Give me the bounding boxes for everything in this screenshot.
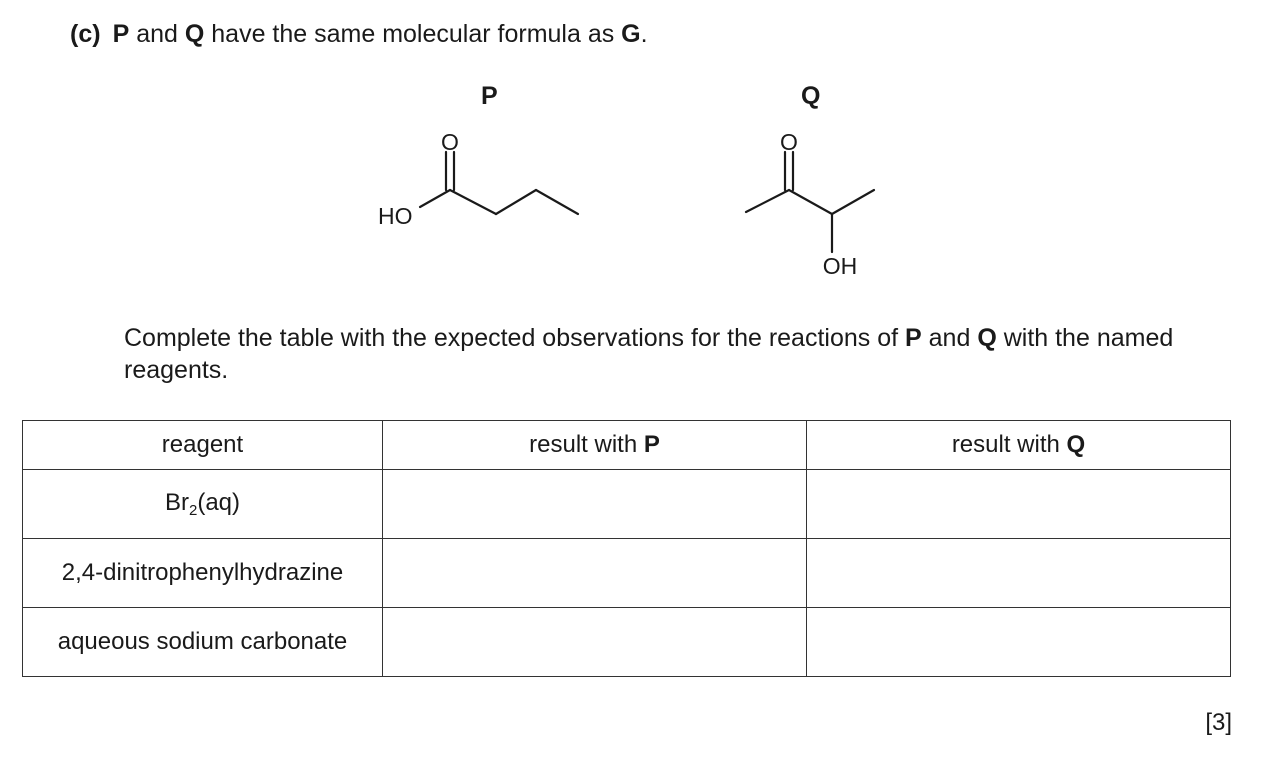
atom-label-o: O — [780, 129, 798, 155]
instruction-segment: Q — [977, 324, 997, 352]
answer-cell-q[interactable] — [807, 608, 1231, 677]
header-segment: have the same molecular formula as — [204, 20, 622, 48]
header-segment: Q — [184, 20, 205, 48]
instruction-segment: P — [905, 324, 922, 352]
answer-cell-q[interactable] — [807, 539, 1231, 608]
answer-cell-q[interactable] — [807, 470, 1231, 539]
bond-c-c — [832, 190, 874, 214]
answer-cell-p[interactable] — [383, 539, 807, 608]
header-result-p: result with P — [383, 421, 807, 470]
header-segment: and — [129, 20, 185, 48]
answer-cell-p[interactable] — [383, 470, 807, 539]
bond-c-c — [746, 190, 789, 212]
marks-indicator: [3] — [1205, 709, 1232, 736]
instruction-text — [124, 322, 1244, 386]
reagent-cell: aqueous sodium carbonate — [23, 608, 383, 677]
structure-label-q: Q — [801, 82, 821, 110]
reagent-cell: 2,4-dinitrophenylhydrazine — [23, 539, 383, 608]
table-row — [23, 470, 1231, 539]
header-reagent: reagent — [23, 421, 383, 470]
bond-ho-c — [420, 190, 450, 207]
question-part-label: (c) — [70, 20, 101, 48]
instruction-segment: and — [921, 324, 978, 352]
answer-cell-p[interactable] — [383, 608, 807, 677]
header-result-q: result with Q — [807, 421, 1231, 470]
bond-c-c — [450, 190, 496, 214]
bond-c-c — [789, 190, 832, 214]
observations-table — [22, 420, 1231, 677]
header-segment: G — [621, 20, 641, 48]
bond-c-c — [496, 190, 536, 214]
table-header-row — [23, 421, 1231, 470]
header-segment: P — [112, 20, 130, 48]
table-row — [23, 608, 1231, 677]
instruction-segment: Complete the table with the expected observations for the reactions of — [124, 324, 906, 352]
structure-label-p: P — [481, 82, 498, 110]
atom-label-ho: HO — [378, 203, 413, 229]
header-segment: . — [640, 20, 648, 48]
atom-label-o: O — [441, 129, 459, 155]
instruction-segment: with the named reagents. — [124, 324, 1174, 384]
structure-q — [746, 152, 874, 252]
bond-c-c — [536, 190, 578, 214]
reagent-cell: $Br_2(aq)$ — [23, 470, 383, 539]
atom-label-oh: OH — [822, 253, 858, 279]
structure-p — [420, 152, 578, 214]
table-row — [23, 539, 1231, 608]
